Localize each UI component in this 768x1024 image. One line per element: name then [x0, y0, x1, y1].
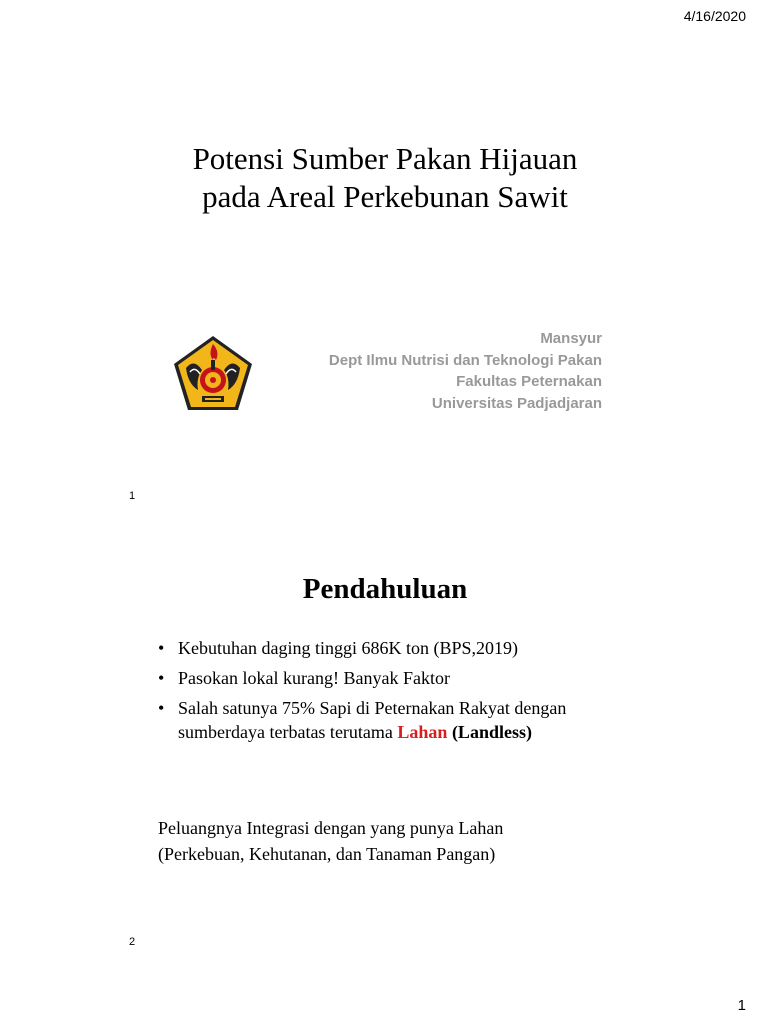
author-department: Dept Ilmu Nutrisi dan Teknologi Pakan: [328, 351, 602, 369]
author-name: Mansyur: [540, 330, 602, 347]
bullet-list: [158, 636, 618, 750]
bold-word: (Landless): [451, 722, 532, 742]
slide2-title: Pendahuluan: [302, 573, 468, 605]
print-date: 4/16/2020: [683, 8, 746, 24]
author-university: Universitas Padjadjaran: [431, 394, 602, 412]
bullet-text: Salah satunya 75% Sapi di Peternakan Rakyat dengan sumberdaya terbatas terutama: [178, 698, 567, 742]
bullet-icon: •: [158, 698, 165, 718]
list-item: [158, 666, 618, 690]
slide-number-1: 1: [129, 490, 136, 502]
list-item: [158, 696, 618, 744]
slide1-title-line2: pada Areal Perkebunan Sawit: [202, 179, 568, 214]
bullet-text: Pasokan lokal kurang! Banyak Faktor: [178, 668, 450, 688]
author-block: [242, 328, 602, 414]
bullet-icon: •: [158, 668, 165, 688]
slide1-title-line1: Potensi Sumber Pakan Hijauan: [192, 141, 578, 176]
author-faculty: Fakultas Peternakan: [456, 373, 602, 390]
list-item: [158, 636, 618, 660]
bullet-text: Kebutuhan daging tinggi 686K ton (BPS,2019): [178, 638, 518, 658]
highlight-word: Lahan: [397, 722, 448, 742]
closing-statement: [158, 815, 628, 867]
slide-number-2: 2: [129, 936, 136, 948]
closing-line1: Peluangnya Integrasi dengan yang punya Lahan: [158, 818, 504, 838]
page-number: 1: [737, 997, 746, 1014]
closing-line2: (Perkebuan, Kehutanan, dan Tanaman Pangan): [158, 844, 496, 864]
bullet-icon: •: [158, 638, 165, 658]
slide1-title: [150, 140, 620, 216]
